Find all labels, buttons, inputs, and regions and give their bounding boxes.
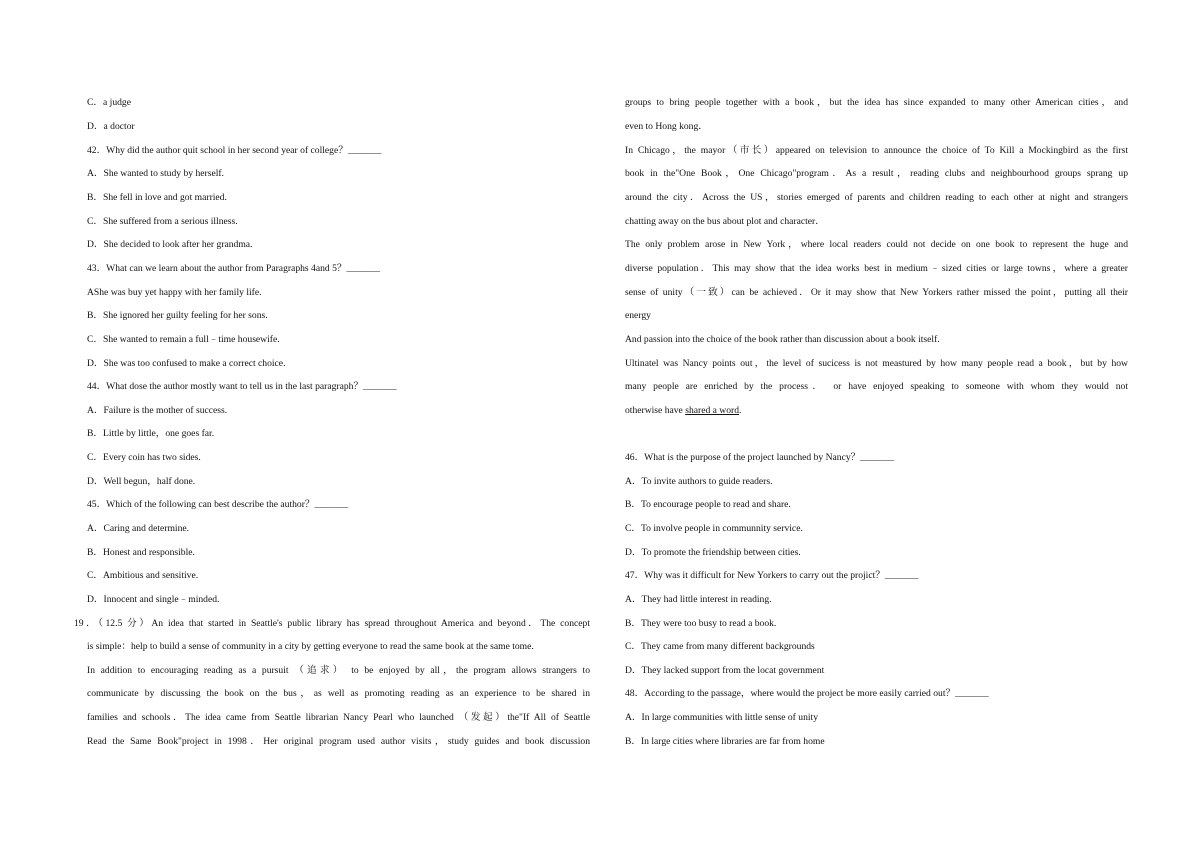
q42-option-c: C．She suffered from a serious illness. — [87, 216, 238, 227]
q47-option-c: C．They came from many different backgrounds — [625, 641, 815, 652]
q44-option-c: C．Every coin has two sides. — [87, 452, 201, 463]
passage19-line-2: is simple：help to build a sense of community in a city by getting everyone to read the same book at the same tome. — [87, 641, 534, 652]
passage-last-line-suffix: . — [739, 405, 742, 416]
q42-question: 42．Why did the author quit school in her second year of college？_______ — [87, 145, 382, 156]
passage-line-5: around the city．Across the US，stories emerged of parents and children reading to each other at night and strangers — [625, 192, 1128, 203]
passage-line-13: many people are enriched by the process． or have enjoyed speaking to someone with whom they would not — [625, 381, 1128, 392]
q45-option-d: D．Innocent and single﹣minded. — [87, 594, 220, 605]
q46-question: 46．What is the purpose of the project launched by Nancy？_______ — [625, 452, 894, 463]
passage19-line-6: Read the Same Book"project in 1998．Her original program used author visits，study guides and book discussion — [87, 736, 590, 747]
passage-line-11: And passion into the choice of the book rather than discussion about a book itself. — [625, 334, 940, 345]
q45-option-a: A．Caring and determine. — [87, 523, 190, 534]
passage19-line-4: communicate by discussing the book on the bus，as well as promoting reading as an experience to be shared in — [87, 688, 590, 699]
passage-line-2: even to Hong kong． — [625, 121, 708, 132]
q46-option-d: D．To promote the friendship between cities. — [625, 547, 801, 558]
passage-line-10: energy — [625, 310, 651, 321]
q46-option-c: C．To involve people in communnity service. — [625, 523, 803, 534]
q47-question: 47．Why was it difficult for New Yorkers to carry out the projict？_______ — [625, 570, 919, 581]
q42-option-a: A．She wanted to study by herself. — [87, 168, 224, 179]
passage-line-12: Ultinatel was Nancy points out，the level of sucicess is not meastured by how many people read a book，but by how — [625, 358, 1128, 369]
q47-option-d: D．They lacked support from the locat government — [625, 665, 825, 676]
q44-question: 44．What dose the author mostly want to tell us in the last paragraph？_______ — [87, 381, 397, 392]
passage19-line-5: families and schools．The idea came from Seattle librarian Nancy Pearl who launched （发起）the"If All of Seattle — [87, 712, 590, 723]
q41-option-d: D．a doctor — [87, 121, 135, 132]
q42-option-d: D．She decided to look after her grandma. — [87, 239, 253, 250]
q46-option-a: A．To invite authors to guide readers. — [625, 476, 773, 487]
q44-option-a: A．Failure is the mother of success. — [87, 405, 228, 416]
underlined-phrase: shared a word — [685, 405, 740, 416]
q43-option-c: C．She wanted to remain a full﹣time housewife. — [87, 334, 280, 345]
q41-option-c: C．a judge — [87, 97, 131, 108]
passage-line-4: book in the"One Book，One Chicago"program．As a result，reading clubs and neighbourhood groups sprang up — [625, 168, 1128, 179]
q46-option-b: B．To encourage people to read and share. — [625, 499, 791, 510]
passage19-line-1: 19．（12.5 分）An idea that started in Seattle's public library has spread throughout America and beyond．The concept — [74, 618, 590, 629]
passage-line-7: The only problem arose in New York，where local readers could not decide on one book to represent the huge and — [625, 239, 1128, 250]
q45-question: 45．Which of the following can best describe the author？_______ — [87, 499, 349, 510]
passage-line-8: diverse population．This may show that the idea works best in medium﹣sized cities or large towns，where a greater — [625, 263, 1128, 274]
q42-option-b: B．She fell in love and got married. — [87, 192, 227, 203]
q48-option-b: B．In large cities where libraries are far from home — [625, 736, 825, 747]
q44-option-b: B．Little by little，one goes far. — [87, 428, 215, 439]
q43-option-a: AShe was buy yet happy with her family life. — [87, 287, 262, 298]
q48-option-a: A．In large communities with little sense of unity — [625, 712, 818, 723]
q47-option-a: A．They had little interest in reading. — [625, 594, 772, 605]
q45-option-b: B．Honest and responsible. — [87, 547, 195, 558]
passage-line-9: sense of unity（一致）can be achieved．Or it may show that New Yorkers rather missed the point，putting all their — [625, 287, 1128, 298]
q44-option-d: D．Well begun，half done. — [87, 476, 196, 487]
passage-line-6: chatting away on the bus about plot and character． — [625, 216, 825, 227]
q43-question: 43．What can we learn about the author from Paragraphs 4and 5？_______ — [87, 263, 381, 274]
q43-option-d: D．She was too confused to make a correct choice. — [87, 358, 286, 369]
passage-line-3: In Chicago，the mayor（市长）appeared on television to announce the choice of To Kill a Mockingbird as the first — [625, 145, 1128, 156]
q45-option-c: C．Ambitious and sensitive. — [87, 570, 199, 581]
passage-last-line-prefix: otherwise have — [625, 405, 686, 416]
q43-option-b: B．She ignored her guilty feeling for her sons. — [87, 310, 268, 321]
passage-line-1: groups to bring people together with a book，but the idea has since expanded to many other American cities，and — [625, 97, 1128, 108]
q47-option-b: B．They were too busy to read a book. — [625, 618, 777, 629]
q48-question: 48．According to the passage，where would the project be more easily carried out？_______ — [625, 688, 989, 699]
passage19-line-3: In addition to encouraging reading as a pursuit （追求） to be enjoyed by all，the program allows strangers to — [87, 665, 590, 676]
passage-last-line — [625, 405, 741, 417]
